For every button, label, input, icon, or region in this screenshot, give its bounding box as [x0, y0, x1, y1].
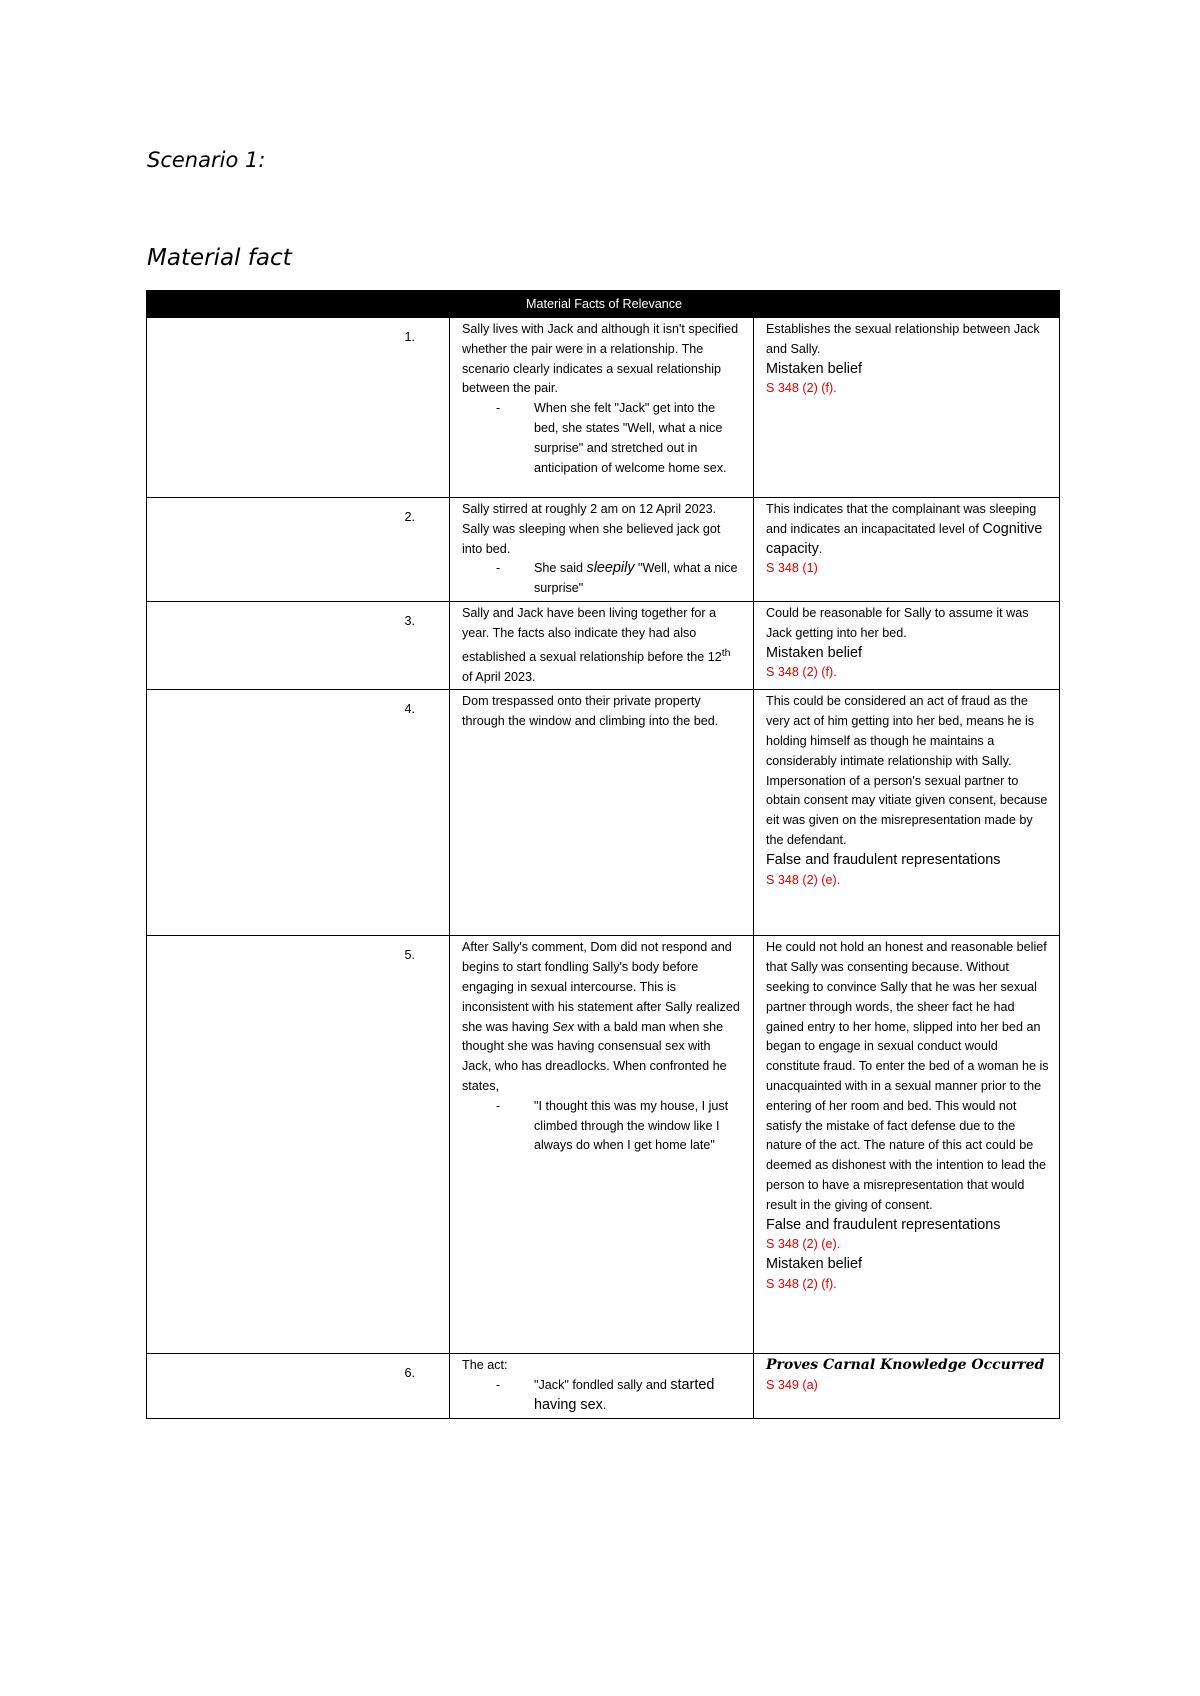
- table-row: [147, 601, 1060, 689]
- row-number: 3.: [147, 601, 450, 689]
- analysis-cell: [754, 498, 1060, 602]
- fact-text: Sally lives with Jack and although it isn't specified whether the pair were in a relationship. The scenario clearly indicates a sexual relationship between the pair.: [462, 322, 739, 396]
- fact-cell: [450, 1354, 754, 1418]
- legal-label: False and fraudulent representations: [766, 851, 1001, 868]
- bullet-emphasis: started having sex: [534, 1377, 715, 1413]
- table-row: [147, 690, 1060, 936]
- fact-text: After Sally's comment, Dom did not respond and begins to start fondling Sally's body before engaging in sexual intercourse. This is inconsistent with his statement after Sally realized she was having: [462, 940, 740, 1034]
- document-subtitle: Material fact: [147, 245, 292, 271]
- fact-cell: [450, 318, 754, 498]
- row-number: 1.: [147, 318, 450, 498]
- bullet-text: "Well, what a nice surprise": [534, 561, 738, 596]
- legal-label: Mistaken belief: [766, 1256, 862, 1273]
- fact-text: Sally stirred at roughly 2 am on 12 April 2023. Sally was sleeping when she believed jack got into bed.: [462, 502, 721, 556]
- analysis-text: This indicates that the complainant was sleeping and indicates an incapacitated level of: [766, 502, 1037, 536]
- legal-section: S 348 (2) (f).: [766, 1276, 837, 1291]
- analysis-cell: [754, 318, 1060, 498]
- bullet-emphasis: sleepily: [586, 560, 635, 577]
- table-header-row: [147, 291, 1060, 318]
- table-row: [147, 1354, 1060, 1418]
- fact-bullet-text: When she felt "Jack" get into the bed, she states "Well, what a nice surprise" and stretched out in anticipation of welcome home sex.: [534, 401, 727, 475]
- table-row: [147, 498, 1060, 602]
- fact-text: with a bald man when she thought she was having consensual sex with Jack, who has dreadlocks. When confronted he states,: [462, 1019, 727, 1093]
- fact-bullet-text: "I thought this was my house, I just climbed through the window like I always do when I get home late": [534, 1098, 729, 1153]
- row-number: 4.: [147, 690, 450, 936]
- table-header: Material Facts of Relevance: [147, 291, 1060, 318]
- row-number: 5.: [147, 936, 450, 1354]
- table-row: [147, 318, 1060, 498]
- fact-text: Dom trespassed onto their private property through the window and climbing into the bed.: [462, 694, 719, 729]
- fact-superscript: th: [721, 646, 731, 659]
- analysis-text: Could be reasonable for Sally to assume it was Jack getting into her bed.: [766, 605, 1029, 640]
- analysis-cell: [754, 936, 1060, 1354]
- fact-cell: [450, 936, 754, 1354]
- legal-label: False and fraudulent representations: [766, 1216, 1001, 1233]
- fact-cell: [450, 498, 754, 602]
- fact-text: of April 2023.: [462, 669, 536, 684]
- fact-emphasis: Sex: [552, 1019, 575, 1034]
- legal-section: S 348 (2) (f).: [766, 665, 837, 680]
- legal-section: S 349 (a): [766, 1378, 818, 1393]
- analysis-cell: [754, 690, 1060, 936]
- fact-bullet: - "I thought this was my house, I just climbed through the window like I always do when I get home late": [496, 1097, 743, 1156]
- fact-bullet: - She said sleepily "Well, what a nice surprise": [496, 560, 738, 596]
- legal-section: S 348 (2) (f).: [766, 381, 837, 396]
- analysis-text: Establishes the sexual relationship between Jack and Sally.: [766, 322, 1040, 356]
- fact-cell: [450, 690, 754, 936]
- legal-section: S 348 (2) (e).: [766, 872, 841, 887]
- analysis-text: This could be considered an act of fraud as the very act of him getting into her bed, means he is holding himself as though he maintains a considerably intimate relationship with Sally. Impersonation of a person's sexual partner to obtain consent may vitiate given consent, because eit was given on the misrepresentation made by the defendant.: [766, 694, 1048, 847]
- table-row: [147, 936, 1060, 1354]
- bullet-text: .: [602, 1397, 607, 1412]
- analysis-cell: [754, 601, 1060, 689]
- legal-label: Proves Carnal Knowledge Occurred: [766, 1357, 1045, 1374]
- fact-bullet: - "Jack" fondled sally and started having sex.: [496, 1377, 715, 1413]
- legal-label: Mistaken belief: [766, 644, 862, 661]
- bullet-text: She said: [534, 561, 587, 576]
- fact-text: The act:: [462, 1358, 508, 1373]
- bullet-text: "Jack" fondled sally and: [534, 1378, 671, 1393]
- row-number: 6.: [147, 1354, 450, 1418]
- legal-label: Mistaken belief: [766, 360, 862, 377]
- analysis-emphasis: Cognitive capacity: [766, 520, 1043, 557]
- analysis-cell: [754, 1354, 1060, 1418]
- analysis-text: He could not hold an honest and reasonable belief that Sally was consenting because. Without seeking to convince Sally that he was her sexual partner through words, the sheer fact he had gained entry to her home, slipped into her bed an began to engage in sexual conduct would constitute fraud. To enter the bed of a woman he is unacquainted with in a sexual manner prior to the entering of her room and bed. This would not satisfy the mistake of fact defense due to the nature of the act. The nature of this act could be deemed as dishonest with the intention to lead the person to have a misrepresentation that would result in the giving of consent.: [766, 940, 1049, 1212]
- document-title: Scenario 1:: [147, 148, 266, 172]
- analysis-text: .: [818, 541, 823, 556]
- material-facts-table: [146, 290, 1060, 1419]
- fact-bullet: - When she felt "Jack" get into the bed, she states "Well, what a nice surprise" and stretched out in anticipation of welcome home sex.: [496, 399, 743, 478]
- row-number: 2.: [147, 498, 450, 602]
- legal-section: S 348 (1): [766, 561, 818, 576]
- legal-section: S 348 (2) (e).: [766, 1237, 841, 1252]
- fact-text: Sally and Jack have been living together for a year. The facts also indicate they had also established a sexual relationship before the 12: [462, 605, 722, 664]
- fact-cell: [450, 601, 754, 689]
